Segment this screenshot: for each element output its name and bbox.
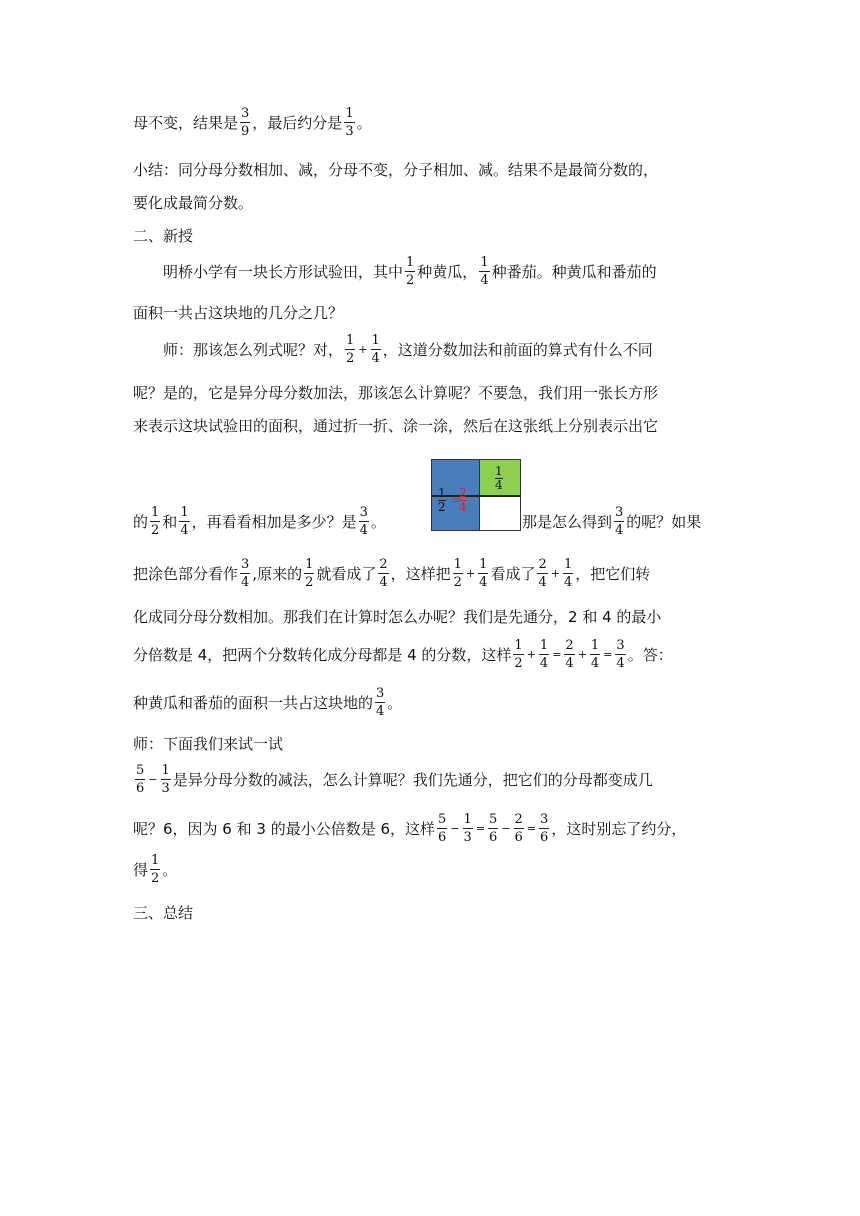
fraction bbox=[513, 638, 523, 671]
fraction bbox=[488, 812, 498, 845]
denominator: 4 bbox=[376, 704, 385, 719]
text-line bbox=[163, 255, 657, 288]
denominator: 2 bbox=[438, 500, 446, 514]
denominator: 6 bbox=[514, 830, 523, 845]
summary-text: 小结：同分母分数相加、减，分母不变，分子相加、减。结果不是最简分数的， bbox=[133, 160, 659, 179]
numerator: 1 bbox=[438, 486, 446, 500]
fraction bbox=[371, 333, 381, 366]
summary-text: 要化成最简分数。 bbox=[133, 193, 254, 212]
numerator: 3 bbox=[359, 505, 368, 520]
text: 。 bbox=[162, 861, 178, 879]
text-line bbox=[133, 638, 673, 671]
denominator: 4 bbox=[459, 500, 467, 514]
numerator: 1 bbox=[406, 255, 415, 270]
denominator: 6 bbox=[489, 830, 498, 845]
text-line bbox=[133, 812, 686, 845]
fraction bbox=[240, 106, 250, 139]
fraction bbox=[463, 812, 473, 845]
denominator: 6 bbox=[540, 830, 549, 845]
denominator: 4 bbox=[371, 351, 380, 366]
operator: = bbox=[603, 648, 613, 661]
denominator: 6 bbox=[438, 830, 447, 845]
text: 明桥小学有一块长方形试验田，其中 bbox=[163, 263, 404, 281]
text-line bbox=[133, 415, 658, 435]
text-line bbox=[522, 505, 701, 538]
fraction bbox=[150, 505, 160, 538]
text: 看成了 bbox=[490, 565, 536, 583]
numerator: 1 bbox=[180, 505, 189, 520]
fraction bbox=[563, 557, 573, 590]
text: 。 bbox=[387, 694, 403, 712]
fraction bbox=[344, 106, 354, 139]
text: 师：下面我们来试一试 bbox=[133, 734, 284, 753]
fraction bbox=[590, 638, 600, 671]
numerator: 3 bbox=[241, 106, 250, 121]
text-line bbox=[133, 192, 253, 212]
denominator: 2 bbox=[406, 273, 415, 288]
numerator: 1 bbox=[346, 333, 355, 348]
text: 是异分母分数的减法，怎么计算呢？我们先通分，把它们的分母都变成几 bbox=[172, 771, 653, 789]
operator: + bbox=[526, 648, 536, 661]
numerator: 2 bbox=[459, 486, 467, 500]
denominator: 4 bbox=[565, 656, 574, 671]
text: ，这道分数加法和前面的算式有什么不同 bbox=[382, 341, 653, 359]
section-heading bbox=[133, 225, 193, 245]
numerator: 1 bbox=[495, 464, 503, 478]
denominator: 4 bbox=[495, 478, 503, 492]
numerator: 5 bbox=[136, 763, 145, 778]
text: 。 bbox=[356, 114, 372, 132]
fraction bbox=[539, 638, 549, 671]
operator: = bbox=[526, 822, 537, 835]
text: 呢？是的，它是异分母分数加法，那该怎么计算呢？不要急，我们用一张长方形 bbox=[133, 383, 659, 402]
denominator: 4 bbox=[359, 523, 368, 538]
fraction bbox=[514, 812, 524, 845]
heading-text: 三、总结 bbox=[133, 903, 194, 922]
text-line bbox=[133, 763, 653, 796]
numerator: 1 bbox=[479, 557, 488, 572]
operator: + bbox=[465, 567, 476, 580]
fraction bbox=[378, 557, 388, 590]
text: 那是怎么得到 bbox=[522, 513, 613, 531]
operator: + bbox=[550, 567, 560, 580]
denominator: 4 bbox=[241, 575, 250, 590]
fraction bbox=[359, 505, 369, 538]
fraction bbox=[135, 763, 145, 796]
numerator: 2 bbox=[514, 812, 523, 827]
fraction bbox=[453, 557, 463, 590]
denominator: 4 bbox=[379, 575, 388, 590]
denominator: 2 bbox=[151, 523, 160, 538]
denominator: 4 bbox=[480, 273, 489, 288]
text: 得 bbox=[133, 861, 149, 879]
fraction bbox=[179, 505, 189, 538]
fraction bbox=[537, 557, 547, 590]
text: ，这样把 bbox=[390, 565, 451, 583]
numerator: 3 bbox=[616, 638, 625, 653]
fraction bbox=[375, 686, 385, 719]
equals-text: = bbox=[451, 493, 462, 507]
numerator: 2 bbox=[538, 557, 547, 572]
denominator: 2 bbox=[305, 575, 314, 590]
fraction bbox=[161, 763, 171, 796]
numerator: 2 bbox=[379, 557, 388, 572]
denominator: 4 bbox=[479, 575, 488, 590]
text-line bbox=[133, 853, 177, 886]
heading-text: 二、新授 bbox=[133, 226, 194, 245]
numerator: 2 bbox=[565, 638, 574, 653]
text-line bbox=[133, 606, 661, 626]
operator: − bbox=[148, 773, 158, 786]
numerator: 3 bbox=[615, 505, 624, 520]
text: ，这时别忘了约分， bbox=[551, 820, 687, 838]
text-line bbox=[133, 557, 650, 590]
fraction bbox=[345, 333, 355, 366]
text-line bbox=[133, 686, 402, 719]
fraction bbox=[437, 812, 447, 845]
text-line bbox=[163, 333, 653, 366]
numerator: 1 bbox=[590, 638, 600, 653]
text: 的 bbox=[133, 513, 149, 531]
numerator: 1 bbox=[151, 853, 160, 868]
text: ，最后约分是 bbox=[252, 114, 343, 132]
text: 种黄瓜， bbox=[417, 263, 478, 281]
denominator: 4 bbox=[616, 656, 625, 671]
text: 化成同分母分数相加。那我们在计算时怎么办呢？我们是先通分，2 和 4 的最小 bbox=[133, 607, 662, 626]
denominator: 4 bbox=[563, 575, 573, 590]
denominator: 3 bbox=[161, 781, 170, 796]
fraction bbox=[564, 638, 574, 671]
fraction bbox=[539, 812, 549, 845]
operator: − bbox=[501, 822, 511, 835]
denominator: 3 bbox=[345, 124, 354, 139]
fraction-label-half bbox=[438, 487, 446, 514]
denominator: 4 bbox=[539, 656, 549, 671]
fraction bbox=[614, 505, 624, 538]
denominator: 4 bbox=[538, 575, 547, 590]
operator: + bbox=[577, 648, 587, 661]
denominator: 2 bbox=[453, 575, 462, 590]
text: ，再看看相加是多少？是 bbox=[191, 513, 357, 531]
text: 母不变，结果是 bbox=[133, 114, 239, 132]
denominator: 4 bbox=[590, 656, 600, 671]
numerator: 1 bbox=[563, 557, 573, 572]
text: ,原来的 bbox=[252, 565, 303, 583]
text: 和 bbox=[162, 513, 178, 531]
text: 分倍数是 4，把两个分数转化成分母都是 4 的分数，这样 bbox=[133, 646, 512, 664]
denominator: 3 bbox=[463, 830, 472, 845]
text: 师：那该怎么列式呢？对， bbox=[163, 341, 344, 359]
numerator: 1 bbox=[371, 333, 380, 348]
operator: − bbox=[450, 822, 460, 835]
text-line bbox=[133, 733, 283, 753]
text: 来表示这块试验田的面积，通过折一折、涂一涂，然后在这张纸上分别表示出它 bbox=[133, 416, 659, 435]
text: 把涂色部分看作 bbox=[133, 565, 239, 583]
fraction bbox=[405, 255, 415, 288]
fraction-area-figure bbox=[431, 459, 521, 531]
text-line bbox=[133, 302, 343, 322]
numerator: 1 bbox=[161, 763, 170, 778]
fraction bbox=[240, 557, 250, 590]
text-line bbox=[133, 106, 372, 139]
text-line bbox=[133, 505, 386, 538]
denominator: 2 bbox=[346, 351, 355, 366]
numerator: 1 bbox=[151, 505, 160, 520]
text: ，把它们转 bbox=[575, 565, 651, 583]
numerator: 1 bbox=[463, 812, 472, 827]
numerator: 3 bbox=[241, 557, 250, 572]
denominator: 2 bbox=[514, 656, 523, 671]
denominator: 6 bbox=[136, 781, 145, 796]
numerator: 1 bbox=[539, 638, 549, 653]
section-heading bbox=[133, 902, 193, 922]
fraction-label-two-quarters bbox=[459, 487, 467, 514]
text: 就看成了 bbox=[316, 565, 377, 583]
numerator: 1 bbox=[305, 557, 314, 572]
numerator: 1 bbox=[480, 255, 489, 270]
text: 种黄瓜和番茄的面积一共占这块地的 bbox=[133, 694, 374, 712]
fraction bbox=[615, 638, 625, 671]
numerator: 1 bbox=[514, 638, 523, 653]
fraction-label-quarter bbox=[495, 465, 503, 492]
numerator: 5 bbox=[489, 812, 498, 827]
numerator: 3 bbox=[540, 812, 549, 827]
numerator: 3 bbox=[376, 686, 385, 701]
numerator: 1 bbox=[453, 557, 462, 572]
fraction bbox=[304, 557, 314, 590]
operator: = bbox=[475, 822, 486, 835]
text: 。 bbox=[370, 513, 386, 531]
operator: = bbox=[552, 648, 562, 661]
text: 面积一共占这块地的几分之几？ bbox=[133, 303, 344, 322]
denominator: 9 bbox=[241, 124, 250, 139]
text: 的呢？如果 bbox=[626, 513, 702, 531]
denominator: 4 bbox=[615, 523, 624, 538]
fraction bbox=[478, 557, 488, 590]
operator: + bbox=[358, 343, 368, 356]
fraction bbox=[150, 853, 160, 886]
text-line bbox=[133, 382, 658, 402]
denominator: 2 bbox=[151, 871, 160, 886]
text-line bbox=[133, 159, 658, 179]
text: 种番茄。种黄瓜和番茄的 bbox=[491, 263, 657, 281]
numerator: 5 bbox=[438, 812, 447, 827]
denominator: 4 bbox=[180, 523, 189, 538]
numerator: 1 bbox=[345, 106, 354, 121]
text: 。答： bbox=[627, 646, 673, 664]
fraction bbox=[479, 255, 489, 288]
text: 呢？6，因为 6 和 3 的最小公倍数是 6，这样 bbox=[133, 820, 436, 838]
